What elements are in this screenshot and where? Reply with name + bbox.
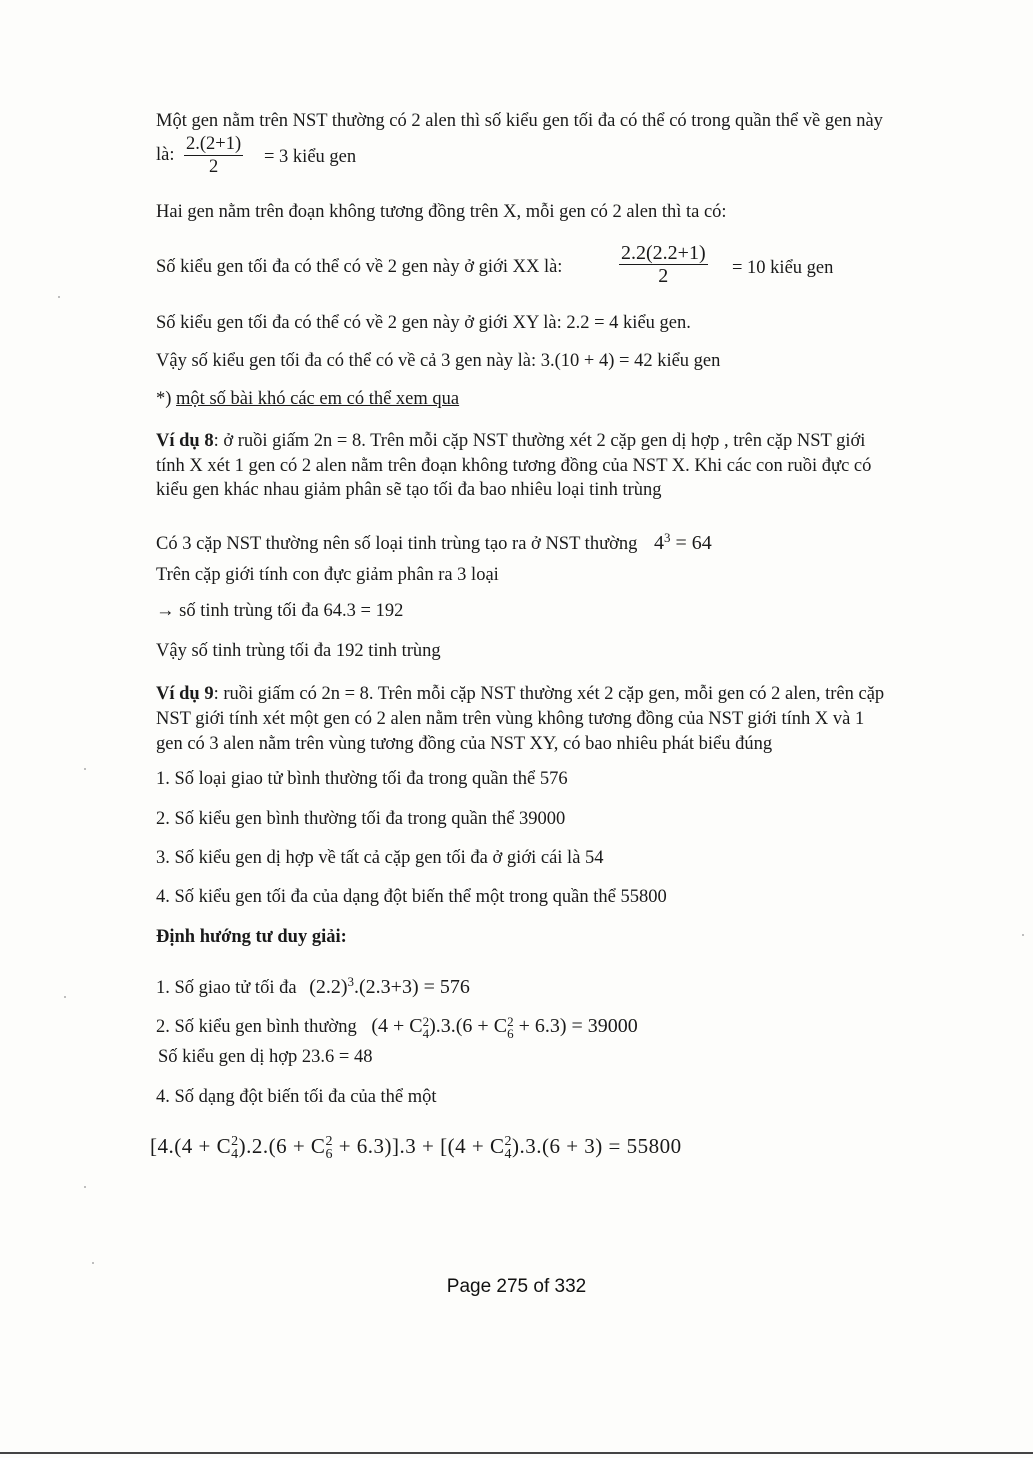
comb-sup: 2	[422, 1013, 430, 1029]
fraction-numerator: 2.2(2.2+1)	[621, 242, 706, 264]
math-part: + 6.3) = 39000	[513, 1015, 638, 1037]
comb-sup: 2	[504, 1134, 512, 1150]
math-part: ).2.(6 + C	[238, 1134, 326, 1158]
final-formula	[150, 1134, 682, 1161]
math-exponent: 3	[664, 530, 671, 545]
text-prefix: là:	[156, 145, 175, 165]
statement-3: 3. Số kiểu gen dị hợp về tất cả cặp gen tối đa ở giới cái là 54	[156, 848, 604, 868]
note-text: một số bài khó các em có thể xem qua	[176, 389, 460, 409]
answer-2	[156, 1015, 638, 1040]
example-label: Ví dụ 9	[156, 684, 214, 704]
scan-speck	[84, 1186, 86, 1188]
example-8-line	[156, 430, 865, 452]
comb-sup: 2	[325, 1134, 333, 1150]
comb-sup: 2	[231, 1134, 239, 1150]
scan-edge	[0, 1452, 1033, 1454]
math-part: (4 + C	[371, 1015, 423, 1037]
paragraph-line: Một gen nằm trên NST thường có 2 alen thì số kiểu gen tối đa có thể có trong quần thể về gen này	[156, 111, 883, 131]
paragraph-line: Trên cặp giới tính con đực giảm phân ra 3 loại	[156, 565, 499, 585]
comb-sup: 2	[507, 1013, 514, 1029]
fraction	[619, 242, 708, 287]
solution-heading: Định hướng tư duy giải:	[156, 927, 347, 947]
solution-line	[156, 527, 712, 555]
answer-1	[156, 971, 470, 999]
answer-text: 2. Số kiểu gen bình thường	[156, 1017, 357, 1037]
fraction-denominator: 2	[208, 157, 219, 177]
answer-text: 1. Số giao tử tối đa	[156, 978, 297, 999]
fraction	[184, 133, 243, 178]
comb-sub: 6	[325, 1147, 333, 1163]
math-result: = 64	[670, 532, 712, 555]
solution-text: Có 3 cặp NST thường nên số loại tinh trùng tạo ra ở NST thường	[156, 534, 638, 555]
scan-speck	[1022, 934, 1024, 936]
paragraph-line: NST giới tính xét một gen có 2 alen nằm trên vùng không tương đồng của NST giới tính X và 1	[156, 709, 865, 729]
math-exponent: 3	[347, 974, 355, 989]
math-part: ).3.(6 + 3) = 55800	[511, 1134, 682, 1158]
example-text: : ruồi giấm có 2n = 8. Trên mỗi cặp NST thường xét 2 cặp gen, mỗi gen có 2 alen, trên cặp	[213, 684, 885, 704]
fraction-numerator: 2.(2+1)	[186, 134, 242, 154]
note-line	[156, 388, 459, 410]
math-base: (2.2)	[309, 976, 348, 999]
comb-sub: 6	[507, 1025, 514, 1041]
fraction-denominator: 2	[658, 265, 669, 287]
scan-speck	[84, 768, 86, 770]
scan-speck	[92, 1262, 94, 1264]
combination-index	[504, 1135, 512, 1161]
math-part: ).3.(6 + C	[429, 1015, 508, 1037]
statement-4: 4. Số kiểu gen tối đa của dạng đột biến thể một trong quần thể 55800	[156, 887, 667, 907]
text-suffix: = 3 kiểu gen	[264, 147, 357, 167]
math-rest: .(2.3+3) = 576	[354, 976, 470, 999]
answer-3: Số kiểu gen dị hợp 23.6 = 48	[158, 1047, 373, 1067]
example-9-line	[156, 683, 884, 705]
statement-2: 2. Số kiểu gen bình thường tối đa trong quần thể 39000	[156, 809, 566, 829]
math-part: + 6.3)].3 + [(4 + C	[332, 1134, 505, 1158]
math-part: [4.(4 + C	[150, 1134, 232, 1158]
example-label: Ví dụ 8	[156, 431, 214, 451]
scan-speck	[58, 296, 60, 298]
comb-sub: 4	[422, 1025, 430, 1041]
combination-index	[231, 1135, 239, 1161]
paragraph-line: Vậy số tinh trùng tối đa 192 tinh trùng	[156, 641, 441, 661]
paragraph-line: kiểu gen khác nhau giảm phân sẽ tạo tối đa bao nhiêu loại tinh trùng	[156, 480, 662, 500]
paragraph-line: tính X xét 1 gen có 2 alen nằm trên đoạn không tương đồng của NST X. Khi các con ruồi đực có	[156, 456, 872, 476]
paragraph-line: → số tinh trùng tối đa 64.3 = 192	[156, 601, 404, 621]
combination-index	[325, 1135, 333, 1161]
answer-4: 4. Số dạng đột biến tối đa của thể một	[156, 1087, 437, 1107]
paragraph-line: gen có 3 alen nằm trên vùng tương đồng của NST XY, có bao nhiêu phát biểu đúng	[156, 734, 773, 754]
note-marker: *)	[156, 389, 172, 409]
paragraph-line: Hai gen nằm trên đoạn không tương đồng trên X, mỗi gen có 2 alen thì ta có:	[156, 202, 727, 222]
comb-sub: 4	[504, 1147, 512, 1163]
paragraph-line: Số kiểu gen tối đa có thể có về 2 gen này ở giới XY là: 2.2 = 4 kiểu gen.	[156, 313, 691, 333]
comb-sub: 4	[231, 1147, 239, 1163]
page-number-footer: Page 275 of 332	[446, 1276, 587, 1297]
text-prefix: Số kiểu gen tối đa có thể có về 2 gen này ở giới XX là:	[156, 257, 563, 277]
text-suffix: = 10 kiểu gen	[732, 258, 834, 278]
statement-1: 1. Số loại giao tử bình thường tối đa trong quần thể 576	[156, 769, 568, 789]
scan-speck	[64, 996, 66, 998]
paragraph-line: Vậy số kiểu gen tối đa có thể có về cả 3 gen này là: 3.(10 + 4) = 42 kiểu gen	[156, 351, 721, 371]
example-text: : ở ruồi giấm 2n = 8. Trên mỗi cặp NST thường xét 2 cặp gen dị hợp , trên cặp NST giới	[213, 431, 866, 451]
math-base: 4	[654, 532, 665, 555]
